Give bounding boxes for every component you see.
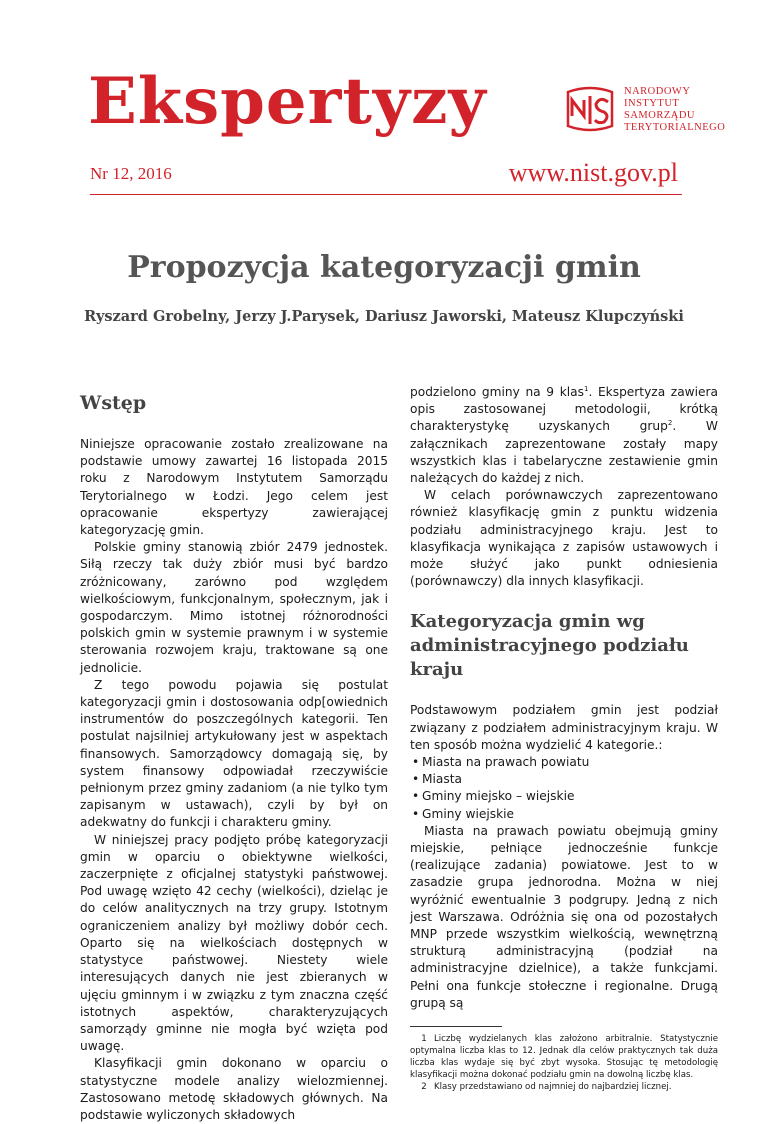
- issue-number: Nr 12, 2016: [90, 164, 172, 183]
- left-column: [80, 384, 388, 1124]
- website-link[interactable]: www.nist.gov.pl: [508, 158, 678, 187]
- paragraph: W niniejszej pracy podjęto próbę kategoryzacji gmin w oparciu o obiektywne wielkości, zaczerpnięte z oficjalnej statystyki państwowej. Pod uwagę wzięto 42 cechy (wielkości), dzieląc je do celów analitycznych na trzy grupy. Istotnym ograniczeniem analizy był możliwy dobór cech. Oparto się na wielkościach dostępnych w statystyce państwowej. Niestety wiele interesujących danych nie jest zbieranych w ujęciu gminnym i w związku z tym znaczna część istotnych aspektów, charakteryzujących samorządy gminne nie mogła być wzięta pod uwagę.: [80, 832, 388, 1054]
- section-heading-categorization: Kategoryzacja gmin wg administracyjnego podziału kraju: [410, 611, 689, 681]
- footnote: [410, 1081, 718, 1093]
- paragraph: Miasta na prawach powiatu obejmują gminy miejskie, pełniące jednocześnie funkcje (realizujące zadania) powiatowe. Jest to w zasadzie grupa jednorodna. Można w niej wyróżnić ewentualnie 3 podgrupy. Jedną z nich jest Warszawa. Odróżnia się ona od pozostałych MNP przede wszystkim wielkością, wewnętrzną strukturą administracyjną (podział na administracyjne dzielnice), a także funkcjami. Pełni ona funkcje stołeczne i regionalne. Drugą grupą są: [410, 823, 718, 1010]
- document-authors: Ryszard Grobelny, Jerzy J.Parysek, Dariusz Jaworski, Mateusz Klupczyński: [84, 308, 684, 325]
- footnote-number: 1: [421, 1034, 427, 1045]
- list-item: • Miasta na prawach powiatu: [410, 754, 718, 771]
- paragraph: Niniejsze opracowanie zostało zrealizowane na podstawie umowy zawartej 16 listopada 2015 roku z Narodowym Instytutem Samorządu Terytorialnego w Łodzi. Jego celem jest opracowanie ekspertyzy zawierającej kategoryzację gmin.: [80, 437, 388, 538]
- logo-line: TERYTORIALNEGO: [624, 122, 726, 133]
- footnote-number: 2: [421, 1082, 427, 1093]
- logo-line: SAMORZĄDU: [624, 110, 696, 121]
- footnote-text: Klasy przedstawiano od najmniej do najbardziej licznej.: [434, 1082, 672, 1093]
- text-run: . Ekspertyza zawiera opis zastosowanej metodologii, krótką charakterystykę uzyskanych grup: [410, 385, 719, 434]
- text-run: podzielono gminy na 9 klas: [410, 385, 584, 399]
- right-column: [410, 384, 718, 1093]
- document-title: Propozycja kategoryzacji gmin: [127, 250, 641, 285]
- category-list: [410, 754, 718, 823]
- list-item: • Gminy wiejskie: [410, 806, 718, 823]
- paragraph: Podstawowym podziałem gmin jest podział związany z podziałem administracyjnym kraju. W ten sposób można wydzielić 4 kategorie.:: [410, 703, 718, 752]
- footnote-ref[interactable]: 2: [667, 419, 673, 428]
- paragraph: [410, 384, 718, 487]
- paragraph: W celach porównawczych zaprezentowano również klasyfikację gmin z punktu widzenia podziału administracyjnego kraju. Jest to klasyfikacja wynikająca z zapisów ustawowych i może służyć jako punkt odniesienia (porównawczy) dla innych klasyfikacji.: [410, 488, 718, 589]
- footnote: [410, 1033, 718, 1081]
- masthead-divider: [90, 194, 682, 195]
- text-run: . W załącznikach zaprezentowane zostały mapy wszystkich klas i tabelaryczne zestawienie gmin należących do każdej z nich.: [410, 419, 718, 486]
- list-item: • Gminy miejsko – wiejskie: [410, 788, 718, 805]
- footnote-divider: [410, 1026, 502, 1027]
- paragraph: Polskie gminy stanowią zbiór 2479 jednostek. Siłą rzeczy tak duży zbiór musi być bardzo zróżnicowany, zarówno pod względem wielkościowym, funkcjonalnym, społecznym, jak i gospodarczym. Mimo istotnej różnorodności polskich gmin w systemie prawnym i w systemie sterowania rozwojem kraju, traktowane są one jednolicie.: [80, 540, 388, 675]
- footnote-text: Liczbę wydzielanych klas założono arbitralnie. Statystycznie optymalna liczba klas to 12. Jednak dla celów praktycznych tak duża liczba klas wydaje się być zbyt wysoka. Stosując tę metodologię klasyfikacji można dokonać podziału gmin na dowolną liczbę klas.: [410, 1034, 718, 1081]
- institute-name: [624, 86, 725, 134]
- logo-line: INSTYTUT: [624, 98, 680, 109]
- paragraph: Z tego powodu pojawia się postulat kategoryzacji gmin i dostosowania odp[owiednich instrumentów do poszczególnych kategorii. Ten postulat najsilniej artykułowany jest w aspektach finansowych. Samorządowcy domagają się, by system finansowy odpowiadał rzeczywiście pełnionym przez gminy zadaniom (a nie tylko tym zapisanym w ustawach), czyli by był on adekwatny do funkcji i charakteru gminy.: [80, 677, 388, 830]
- footnote-ref[interactable]: 1: [583, 384, 589, 393]
- section-heading-intro: Wstęp: [80, 392, 147, 414]
- nist-logo-icon: [562, 86, 618, 132]
- list-item: • Miasta: [410, 771, 718, 788]
- masthead-title: Ekspertyzy: [88, 64, 487, 139]
- logo-line: NARODOWY: [624, 86, 691, 97]
- paragraph: Klasyfikacji gmin dokonano w oparciu o statystyczne modele analizy wielozmiennej. Zastosowano metodę składowych głównych. Na podstawie wyliczonych składowych: [80, 1056, 388, 1122]
